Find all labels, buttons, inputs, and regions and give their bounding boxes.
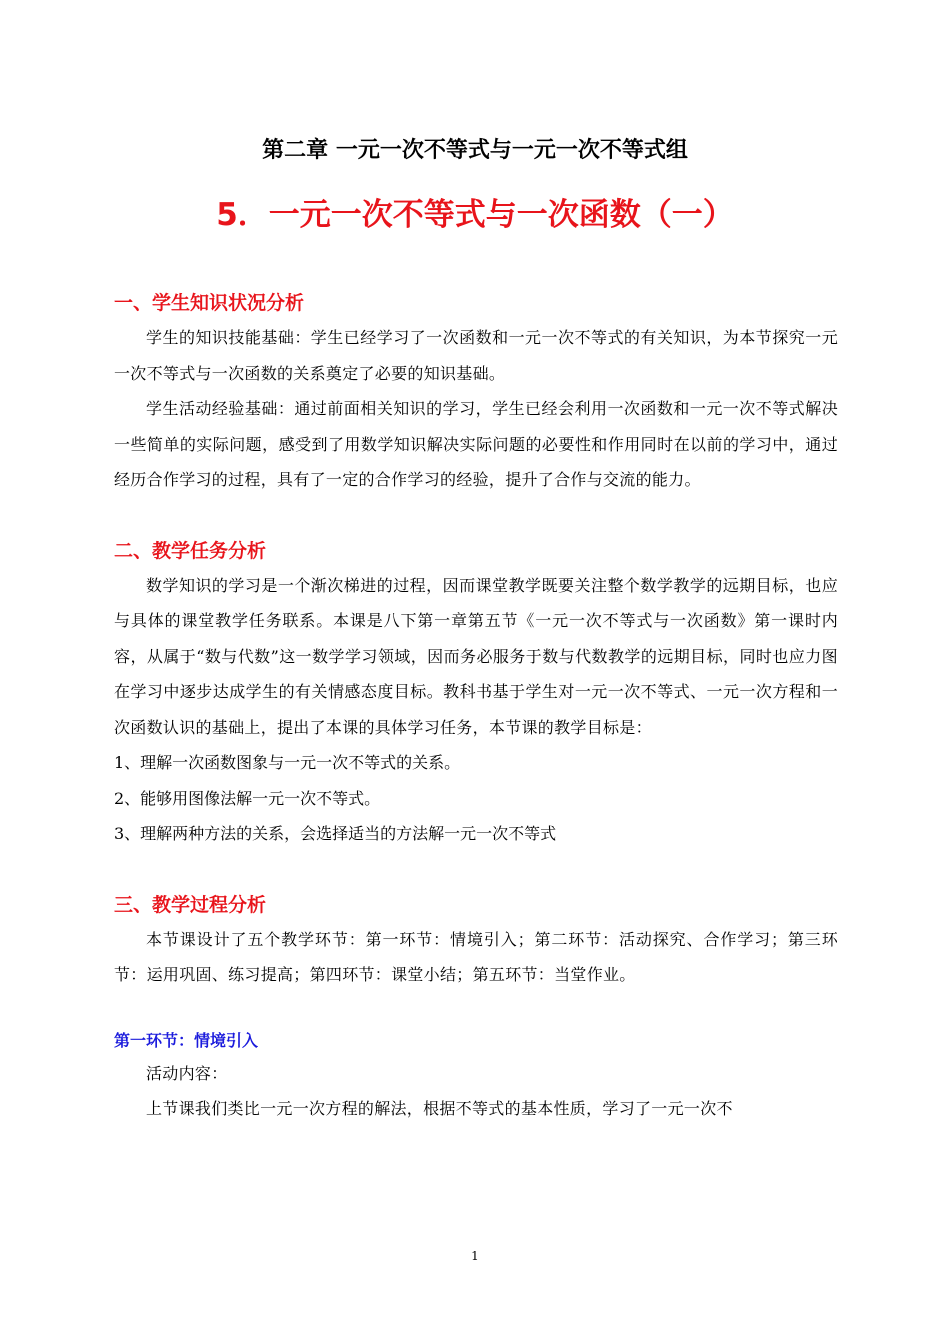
paragraph: 数学知识的学习是一个渐次梯进的过程，因而课堂教学既要关注整个数学教学的远期目标，也应与具体的课堂教学任务联系。本课是八下第一章第五节《一元一次不等式与一次函数》第一课时内容，从属于“数与代数”这一数学学习领域，因而务必服务于数与代数教学的远期目标，同时也应力图在学习中逐步达成学生的有关情感态度目标。教科书基于学生对一元一次不等式、一元一次方程和一次函数认识的基础上，提出了本课的具体学习任务，本节课的教学目标是：	[114, 575, 838, 737]
paragraph: 本节课设计了五个教学环节：第一环节：情境引入；第二环节：活动探究、合作学习；第三环节：运用巩固、练习提高；第四环节：课堂小结；第五环节：当堂作业。	[114, 929, 838, 984]
page-number: 1	[471, 1249, 479, 1263]
section-heading-task-analysis: 二、教学任务分析	[114, 539, 267, 562]
lesson-title: 5．一元一次不等式与一次函数（一）	[216, 197, 734, 233]
section-spacer	[114, 852, 838, 888]
list-item: 2、能够用图像法解一元一次不等式。	[114, 788, 381, 808]
document-body	[114, 286, 838, 1127]
list-item: 1、理解一次函数图象与一元一次不等式的关系。	[114, 753, 461, 772]
section-spacer	[114, 993, 838, 1026]
section-spacer	[114, 498, 838, 534]
section-heading-process-analysis: 三、教学过程分析	[114, 893, 267, 916]
section-heading-student-analysis: 一、学生知识状况分析	[114, 292, 305, 314]
paragraph: 学生活动经验基础：通过前面相关知识的学习，学生已经会利用一次函数和一元一次不等式解决一些简单的实际问题，感受到了用数学知识解决实际问题的必要性和作用同时在以前的学习中，通过经历合作学习的过程，具有了一定的合作学习的经验，提升了合作与交流的能力。	[114, 399, 838, 489]
paragraph: 活动内容：	[146, 1063, 228, 1083]
subsection-heading-stage-one: 第一环节：情境引入	[114, 1030, 259, 1050]
paragraph: 学生的知识技能基础：学生已经学习了一次函数和一元一次不等式的有关知识，为本节探究一元一次不等式与一次函数的关系奠定了必要的知识基础。	[114, 328, 838, 383]
chapter-title: 第二章 一元一次不等式与一元一次不等式组	[262, 138, 688, 163]
paragraph: 上节课我们类比一元一次方程的解法，根据不等式的基本性质，学习了一元一次不	[146, 1099, 733, 1118]
list-item: 3、理解两种方法的关系，会选择适当的方法解一元一次不等式	[114, 824, 557, 843]
